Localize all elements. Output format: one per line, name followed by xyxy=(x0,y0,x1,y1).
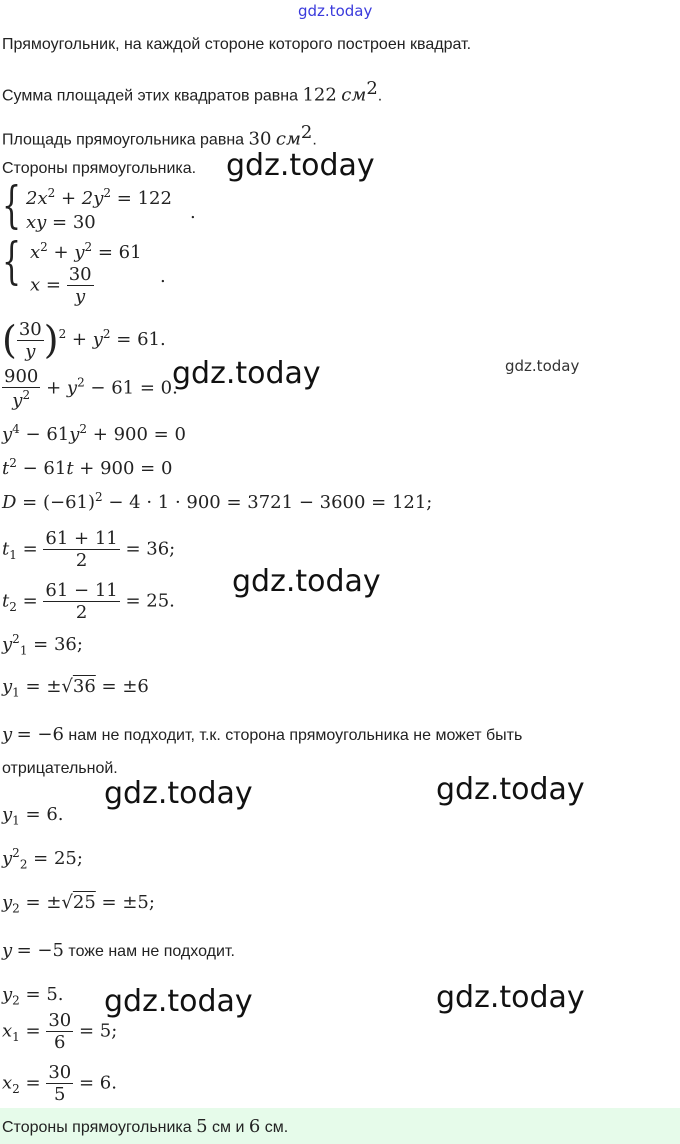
problem-line-3: Площадь прямоугольника равна 30 $см^2$. xyxy=(2,122,317,150)
eq-t2: $t_2$ = $\frac{61 - 11}{2}$ = 25. xyxy=(2,580,175,623)
system-brace-1: { xyxy=(2,176,22,234)
problem-line-2-value: 122 xyxy=(302,84,337,106)
watermark-small: gdz.today xyxy=(505,357,580,375)
eq-y1-root: $y_1 = \pm√36 = \pm 6$ xyxy=(2,676,149,700)
problem-line-3-value: 30 xyxy=(248,128,272,150)
watermark-6: gdz.today xyxy=(104,984,253,1019)
watermark-1: gdz.today xyxy=(226,148,375,183)
system2-eq2: x = $\frac{30}{y}$ xyxy=(30,264,92,307)
system1-eq1: $2x^2 + 2y^2 = 122$ xyxy=(26,186,172,209)
note-y-neg6: y = −6 нам не подходит, т.к. сторона прямоугольника не может быть xyxy=(2,724,523,745)
problem-line-3-text: Площадь прямоугольника равна xyxy=(2,131,245,149)
watermark-3: gdz.today xyxy=(232,564,381,599)
eq-y2-squared: $y^2_2 = 25$; xyxy=(2,846,83,872)
watermark-2: gdz.today xyxy=(172,356,321,391)
eq-y2-result: $y_2 = 5$. xyxy=(2,984,64,1008)
eq-fraction: $\frac{900}{y^2}$ + $y^2 - 61 = 0$. xyxy=(4,366,178,411)
system1-eq2: xy = 30 xyxy=(26,212,96,233)
eq-substitution: ( $\frac{30}{y}$ )$^2 + y^2 = 61$. xyxy=(2,318,166,362)
note-y-neg6-cont: отрицательной. xyxy=(2,760,118,777)
watermark-7: gdz.today xyxy=(436,980,585,1015)
eq-x2: $x_2$ = $\frac{30}{5}$ = 6. xyxy=(2,1062,117,1105)
eq-x1: $x_1$ = $\frac{30}{6}$ = 5; xyxy=(2,1010,118,1053)
system-brace-2: { xyxy=(2,232,22,290)
eq-y1-squared: $y^2_1 = 36$; xyxy=(2,632,83,658)
problem-line-4: Стороны прямоугольника. xyxy=(2,160,197,177)
eq-t1: $t_1$ = $\frac{61 + 11}{2}$ = 36; xyxy=(2,528,176,571)
problem-line-1: Прямоугольник, на каждой стороне которого построен квадрат. xyxy=(2,36,472,53)
watermark-top: gdz.today xyxy=(298,2,373,20)
watermark-5: gdz.today xyxy=(436,772,585,807)
note-y-neg5: y = −5 тоже нам не подходит. xyxy=(2,940,235,961)
problem-line-2: Сумма площадей этих квадратов равна 122 $см^2$. xyxy=(2,78,383,106)
answer-text: Стороны прямоугольника 5 см и 6 см. xyxy=(2,1116,289,1137)
eq-discriminant: $D = (-61)^2 - 4 \cdot 1 \cdot 900 = 3721 - 3600 = 121$; xyxy=(2,490,433,513)
watermark-4: gdz.today xyxy=(104,776,253,811)
problem-line-2-text: Сумма площадей этих квадратов равна xyxy=(2,87,299,105)
answer-box xyxy=(0,1108,680,1144)
problem-line-2-unit: см xyxy=(341,84,367,106)
system2-eq1: $x^2 + y^2 = 61$ xyxy=(30,240,142,263)
eq-y1-result: $y_1 = 6$. xyxy=(2,804,64,828)
eq-substituted-t: $t^2 - 61t + 900 = 0$ xyxy=(2,456,173,479)
eq-y2-root: $y_2 = \pm√25 = \pm 5$; xyxy=(2,892,155,916)
problem-line-3-unit: см xyxy=(275,128,301,150)
eq-biquadratic: $y^4 - 61y^2 + 900 = 0$ xyxy=(2,422,186,445)
